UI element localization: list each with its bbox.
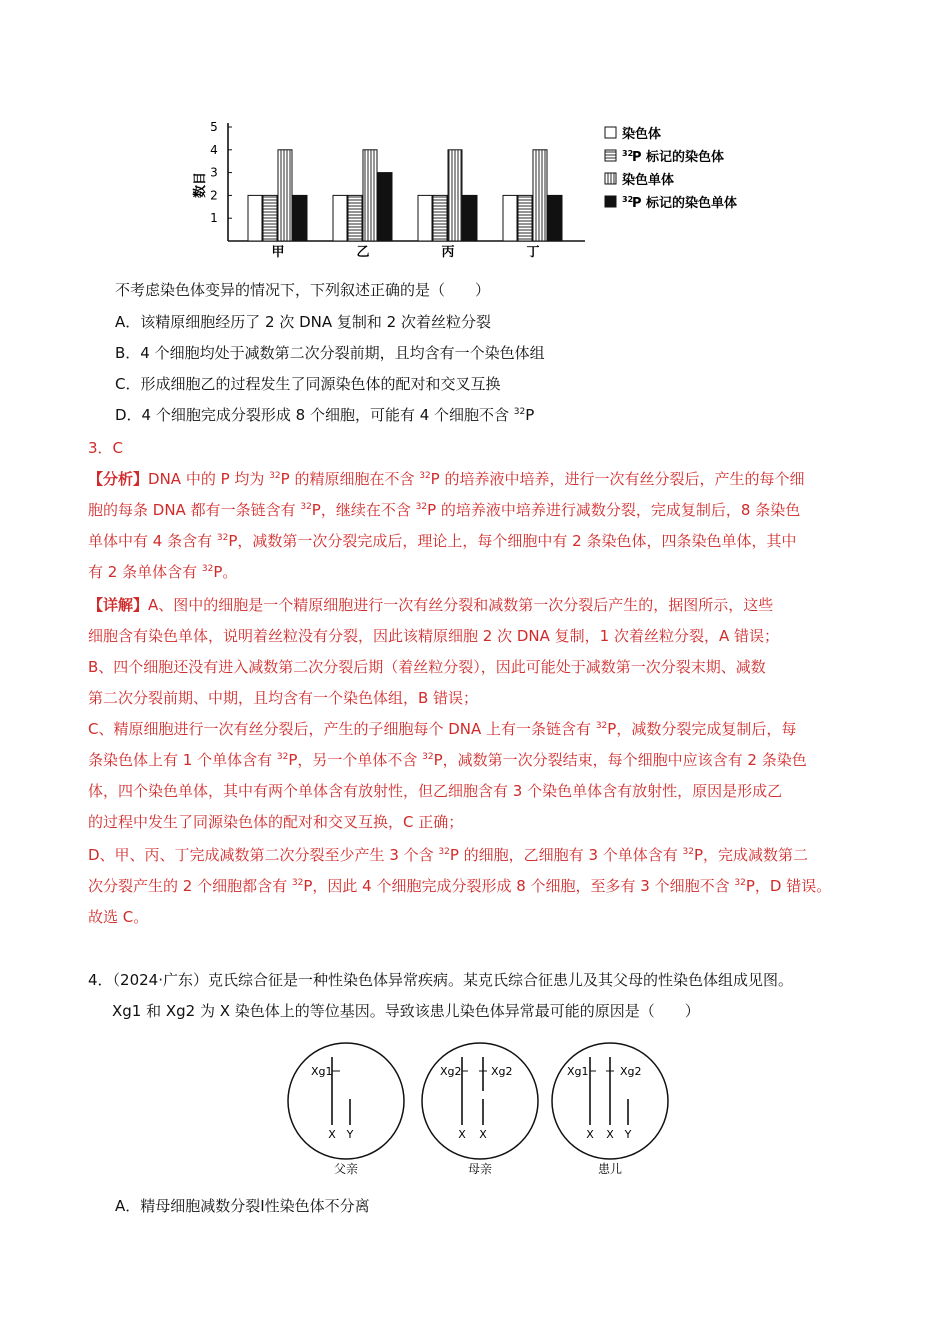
y-tick-label: 2 (210, 188, 218, 203)
mother-caption: 母亲 (467, 1162, 493, 1176)
superscript: 32 (438, 847, 450, 857)
mother-chrom-1: X (458, 1128, 466, 1141)
superscript: 32 (419, 471, 431, 481)
superscript: 32 (422, 752, 434, 762)
text-segment: P 的细胞，乙细胞有 3 个单体含有 (449, 846, 683, 864)
superscript: 32 (682, 847, 694, 857)
superscript: 32 (300, 502, 312, 512)
y-tick-label: 3 (210, 165, 218, 180)
mother-gene-1: Xg2 (440, 1065, 462, 1078)
text-segment: 第二次分裂前期、中期，且均含有一个染色体组，B 错误； (88, 689, 479, 707)
legend-swatch (605, 127, 616, 138)
mother-chrom-2: X (479, 1128, 487, 1141)
detail-line-2 (88, 626, 779, 646)
text-segment: B、四个细胞还没有进入减数第二次分裂后期（着丝粒分裂），因此可能处于减数第一次分裂末期、减数 (88, 658, 766, 676)
text-segment: 的过程中发生了同源染色体的配对和交叉互换，C 正确； (88, 813, 464, 831)
text-segment: P，因此 4 个细胞完成分裂形成 8 个细胞，至多有 3 个细胞不含 (303, 877, 735, 895)
superscript: 32 (415, 502, 428, 512)
superscript: 32 (595, 721, 608, 731)
detail-line-1-text (148, 596, 773, 614)
text-segment: 体，四个染色单体，其中有两个单体含有放射性，但乙细胞含有 3 个染色单体含有放射性，原因是形成乙 (88, 782, 783, 800)
chart-legend (605, 126, 737, 211)
bar-3-2 (533, 150, 547, 241)
text-segment: A、图中的细胞是一个精原细胞进行一次有丝分裂和减数第一次分裂后产生的，据图所示，这些 (148, 596, 774, 614)
y-tick-label: 5 (210, 120, 218, 134)
q3-option-d (115, 405, 534, 425)
text-segment: P，另一个单体不含 (288, 751, 423, 769)
category-label: 甲 (271, 245, 285, 260)
bar-1-0 (333, 195, 347, 241)
q3-stem: 不考虑染色体变异的情况下，下列叙述正确的是（ ） (115, 281, 491, 299)
text-segment: 条染色体上有 1 个单体含有 (88, 751, 277, 769)
text-segment: DNA 中的 P 均为 (148, 470, 270, 488)
detail-line-10 (88, 876, 831, 896)
analysis-line-4 (88, 562, 237, 582)
q4-option-a: A．精母细胞减数分裂Ⅰ性染色体不分离 (115, 1197, 370, 1215)
text-segment: P，减数分裂完成复制后，每 (607, 720, 797, 738)
q3-option-c: C．形成细胞乙的过程发生了同源染色体的配对和交叉互换 (115, 375, 501, 393)
patient-chrom-1: X (586, 1128, 594, 1141)
bar-2-2 (448, 150, 462, 241)
legend-swatch (605, 150, 616, 161)
y-tick-label: 1 (210, 211, 218, 226)
legend-swatch (605, 173, 616, 184)
superscript: 32 (276, 752, 289, 762)
text-segment: 有 2 条单体含有 (88, 563, 202, 581)
bar-2-1 (433, 195, 447, 241)
detail-line-3 (88, 657, 766, 677)
bar-3-0 (503, 195, 517, 241)
patient-cell (552, 1043, 668, 1159)
father-chrom-2: Y (346, 1128, 354, 1141)
detail-tag: 【详解】 (88, 596, 149, 614)
q4-line-2: Xg1 和 Xg2 为 X 染色体上的等位基因。导致该患儿染色体异常最可能的原因是（ ） (112, 1002, 700, 1020)
q3-option-a: A．该精原细胞经历了 2 次 DNA 复制和 2 次着丝粒分裂 (115, 313, 491, 331)
category-label: 乙 (356, 245, 370, 260)
superscript: 32 (216, 533, 229, 543)
father-cell (288, 1043, 404, 1159)
patient-chrom-3: Y (624, 1128, 632, 1141)
legend-label: 染色体 (622, 127, 662, 142)
text-segment: P，减数第一次分裂结束，每个细胞中应该含有 2 条染色 (433, 751, 807, 769)
text-segment: 细胞含有染色单体，说明着丝粒没有分裂，因此该精原细胞 2 次 DNA 复制，1 次着丝粒分裂，A 错误； (88, 627, 779, 645)
text-segment: 单体中有 4 条含有 (88, 532, 217, 550)
answer-number: 3．C (88, 439, 124, 457)
y-tick-label: 4 (210, 142, 218, 157)
legend-sup: 32 (622, 195, 634, 204)
analysis-line-1-text (148, 470, 804, 488)
bar-0-1 (263, 195, 277, 241)
superscript: 32 (734, 878, 746, 888)
q3-option-b: B．4 个细胞均处于减数第二次分裂前期，且均含有一个染色体组 (115, 344, 545, 362)
mother-gene-2: Xg2 (491, 1065, 513, 1078)
text-segment: C、精原细胞进行一次有丝分裂后，产生的子细胞每个 DNA 上有一条链含有 (88, 720, 596, 738)
father-gene-1: Xg1 (311, 1065, 333, 1078)
legend-swatch (605, 196, 616, 207)
legend-label: P 标记的染色单体 (632, 196, 738, 211)
text-segment: P，D 错误。 (745, 877, 832, 895)
bar-1-3 (378, 173, 392, 241)
patient-caption: 患儿 (597, 1162, 623, 1176)
chart-categories (271, 245, 539, 260)
chart-ylabel: 数目 (193, 171, 208, 199)
detail-line-4 (88, 688, 478, 708)
bar-0-0 (248, 195, 262, 241)
text-segment: P，完成减数第二 (693, 846, 809, 864)
category-label: 丁 (526, 245, 540, 260)
bar-1-1 (348, 195, 362, 241)
text-segment: P 的培养液中培养进行减数分裂，完成复制后，8 条染色 (427, 501, 801, 519)
text-segment: P，减数第一次分裂完成后，理论上，每个细胞中有 2 条染色体，四条染色单体，其中 (228, 532, 797, 550)
sex-chromosome-diagram (280, 1035, 680, 1185)
detail-line-8 (88, 812, 463, 832)
text-segment: 胞的每条 DNA 都有一条链含有 (88, 501, 301, 519)
conclusion: 故选 C。 (88, 908, 149, 926)
bar-1-2 (363, 150, 377, 241)
detail-line-9 (88, 845, 808, 865)
analysis-line-3 (88, 531, 796, 551)
mother-cell (422, 1043, 538, 1159)
bar-0-3 (293, 195, 307, 241)
chart-bars (248, 150, 562, 241)
text-segment: P，继续在不含 (311, 501, 416, 519)
q4-line-1: 4．（2024·广东）克氏综合征是一种性染色体异常疾病。某克氏综合征患儿及其父母的性染色体组成见图。 (88, 971, 793, 989)
legend-label: 染色单体 (622, 173, 675, 188)
text-segment: D、甲、丙、丁完成减数第二次分裂至少产生 3 个含 (88, 846, 439, 864)
q3-option-d-tail: P (525, 406, 535, 424)
analysis-line-2 (88, 500, 800, 520)
q3-option-d-sup: 32 (513, 407, 526, 417)
detail-line-1 (88, 595, 773, 615)
legend-sup: 32 (622, 149, 634, 158)
text-segment: P。 (213, 563, 238, 581)
bar-2-3 (463, 195, 477, 241)
patient-gene-1: Xg1 (567, 1065, 589, 1078)
text-segment: 次分裂产生的 2 个细胞都含有 (88, 877, 292, 895)
father-caption: 父亲 (333, 1162, 359, 1176)
father-chrom-1: X (328, 1128, 336, 1141)
analysis-tag: 【分析】 (88, 470, 149, 488)
q3-option-d-text: D．4 个细胞完成分裂形成 8 个细胞，可能有 4 个细胞不含 (115, 406, 514, 424)
superscript: 32 (269, 471, 281, 481)
superscript: 32 (201, 564, 214, 574)
bar-0-2 (278, 150, 292, 241)
detail-line-6 (88, 750, 807, 770)
detail-line-7 (88, 781, 782, 801)
bar-3-3 (548, 195, 562, 241)
category-label: 丙 (441, 245, 455, 260)
text-segment: P 的精原细胞在不含 (280, 470, 420, 488)
bar-3-1 (518, 195, 532, 241)
text-segment: P 的培养液中培养，进行一次有丝分裂后，产生的每个细 (430, 470, 805, 488)
detail-line-5 (88, 719, 796, 739)
patient-gene-2: Xg2 (620, 1065, 642, 1078)
superscript: 32 (291, 878, 304, 888)
bar-2-0 (418, 195, 432, 241)
chromosome-bar-chart (190, 115, 770, 265)
analysis-line-1 (88, 469, 805, 489)
legend-label: P 标记的染色体 (632, 150, 725, 165)
patient-chrom-2: X (606, 1128, 614, 1141)
